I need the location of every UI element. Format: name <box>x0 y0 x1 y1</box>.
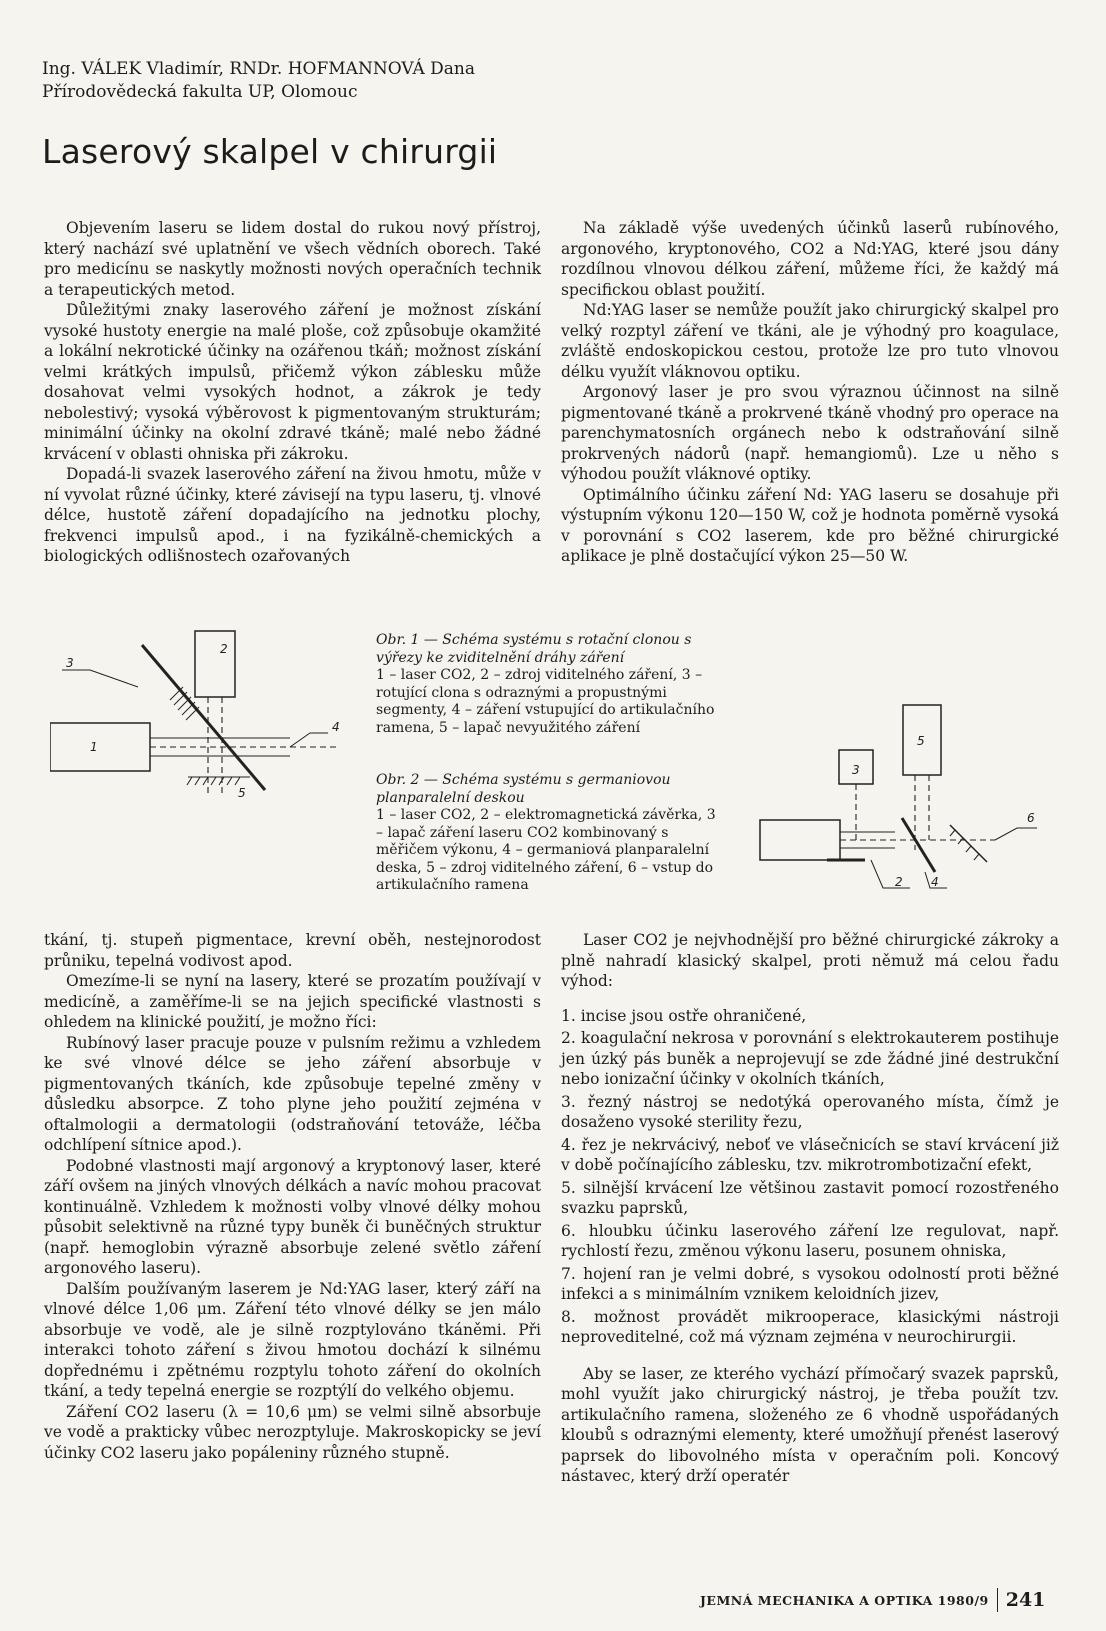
top-right-column <box>561 218 1059 567</box>
advantages-list <box>561 1006 1059 1348</box>
fig2-label-6: 6 <box>1027 811 1035 825</box>
figure-2-caption-title: Obr. 2 — Schéma systému s germaniovou planparalelní deskou <box>376 772 671 806</box>
footer-divider <box>997 1588 998 1612</box>
figure-2-caption <box>376 772 721 895</box>
list-item: 4. řez je nekrvácivý, neboť ve vlásečnicích se staví krvácení již v době počínajícího záblesku, tzv. mikrotrombotizační efekt, <box>561 1135 1059 1174</box>
paragraph: Optimálního účinku záření Nd: YAG laseru se dosahuje při výstupním výkonu 120—150 W, což je hodnota poměrně vysoká v porovnání s CO2 laserem, kde pro běžné chirurgické aplikace je plně dostačující výkon 25—50 W. <box>561 485 1059 565</box>
paragraph: Důležitými znaky laserového záření je možnost získání vysoké hustoty energie na malé ploše, což způsobuje okamžité a lokální nekrotické účinky na ozářenou tkáň; možnost získání velmi krátkých impulsů, přičemž výkon záblesku může dosahovat velmi vysokých hodnot, a zákrok je tedy nebolestivý; vysoká výběrovost k pigmentovaným strukturám; minimální účinky na okolní zdravé tkáně; malé nebo žádné krvácení v oblasti ohniska při zákroku. <box>44 301 541 463</box>
paragraph: Podobné vlastnosti mají argonový a kryptonový laser, které září ovšem na jiných vlnových délkách a navíc mohou pracovat kontinuálně. Vzhledem k možnosti volby vlnové délky mohou působit selektivně na různé typy buněk či buněčných struktur (např. hemoglobin výrazně absorbuje zelené světlo záření argonového laseru). <box>44 1156 541 1277</box>
paragraph: Nd:YAG laser se nemůže použít jako chirurgický skalpel pro velký rozptyl záření ve tkáni, ale je výhodný pro koagulace, zvláště endoskopickou cestou, protože lze pro tuto vlnovou délku využít vláknovou optiku. <box>561 301 1059 381</box>
fig1-label-2: 2 <box>220 642 228 656</box>
list-item: 7. hojení ran je velmi dobré, s vysokou odolností proti běžné infekci a s minimálním vznikem keloidních jizev, <box>561 1264 1059 1303</box>
germanium-plate <box>902 818 935 872</box>
paragraph: Záření CO2 laseru (λ = 10,6 μm) se velmi silně absorbuje ve vodě a prakticky vůbec nerozptyluje. Makroskopicky se jeví účinky CO2 laseru jako popáleniny různého stupně. <box>44 1402 541 1462</box>
paragraph: Aby se laser, ze kterého vychází přímočarý svazek paprsků, mohl využít jako chirurgický nástroj, je třeba použít tzv. artikulačního ramena, složeného ze 6 vhodně uspořádaných kloubů s odraznými elementy, které umožňují přenést laserový paprsek do libovolného místa v operačním poli. Koncový nástavec, který drží operatér <box>561 1364 1059 1485</box>
paragraph: Omezíme-li se nyní na lasery, které se prozatím používají v medicíně, a zaměříme-li se na jejich specifické vlastnosti s ohledem na klinické použití, je možno říci: <box>44 972 541 1031</box>
figure-2-diagram <box>755 700 1055 900</box>
figure-2-caption-body: 1 – laser CO2, 2 – elektromagnetická závěrka, 3 – lapač záření laseru CO2 kombinovaný s měřičem výkonu, 4 – germaniová planparalelní deska, 5 – zdroj viditelného záření, 6 – vstup do artikulačního ramena <box>376 807 716 893</box>
laser-co2-box <box>50 723 150 771</box>
paragraph: tkání, tj. stupeň pigmentace, krevní oběh, nestejnorodost průniku, tepelná vodivost apod. <box>44 931 541 970</box>
list-item: 2. koagulační nekrosa v porovnání s elektrokauterem postihuje jen úzký pás buněk a neprojevují se zde žádné jiné destrukční nebo ionizační účinky v okolních tkáních, <box>561 1029 1059 1088</box>
paragraph: Argonový laser je pro svou výraznou účinnost na silně pigmentované tkáně a prokrvené tkáně vhodný pro operace na parenchymatosních orgánech nebo k odstraňování silně prokrvených nádorů (např. hemangiomů). Lze u něho s výhodou použít vláknové optiky. <box>561 383 1059 483</box>
paragraph: Na základě výše uvedených účinků laserů rubínového, argonového, kryptonového, CO2 a Nd:YAG, které jsou dány rozdílnou vlnovou délkou záření, můžeme říci, že každý má specifickou oblast použití. <box>561 219 1059 299</box>
journal-name: JEMNÁ MECHANIKA A OPTIKA 1980/9 <box>700 1592 989 1608</box>
paragraph: Dalším používaným laserem je Nd:YAG laser, který září na vlnové délce 1,06 μm. Záření této vlnové délky se jen málo absorbuje ve vodě, ale je silně rozptylováno tkáněmi. Při interakci tohoto záření s živou hmotou dochází k silnému dopřednému i zpětnému rozptylu tohoto záření do okolních tkání, a tedy tepelná energie se rozptýlí do velkého objemu. <box>44 1279 541 1400</box>
affiliation: Přírodovědecká fakulta UP, Olomouc <box>42 82 358 102</box>
rotating-shutter <box>142 645 265 790</box>
figure-1-diagram <box>50 625 360 840</box>
paragraph: Laser CO2 je nejvhodnější pro běžné chirurgické zákroky a plně nahradí klasický skalpel, proti němuž má celou řadu výhod: <box>561 931 1059 990</box>
fig2-label-3: 3 <box>852 763 860 777</box>
visible-source-box <box>195 631 235 697</box>
mirror <box>950 825 987 862</box>
paragraph: Objevením laseru se lidem dostal do rukou nový přístroj, který nachází své uplatnění ve všech vědních oborech. Také pro medicínu se naskytly možnosti nových operačních technik a terapeutických metod. <box>44 219 541 299</box>
paragraph: Dopadá-li svazek laserového záření na živou hmotu, může v ní vyvolat různé účinky, které závisejí na typu laseru, tj. vlnové délce, hustotě záření dopadajícího na jednotku plochy, frekvenci impulsů apod., i na fyzikálně-chemických a biologických odlišnostech ozařovaných <box>44 465 541 565</box>
paragraph: Rubínový laser pracuje pouze v pulsním režimu a vzhledem ke své vlnové délce se jeho záření absorbuje v pigmentovaných tkáních, kde způsobuje tepelné změny v důsledku absorpce. Z toho plyne jeho použití zejména v oftalmologii a dermatologii (odstraňování tetováže, léčba odchlípení sítnice apod.). <box>44 1033 541 1154</box>
page-number: 241 <box>1005 1589 1046 1611</box>
article-title: Laserový skalpel v chirurgii <box>42 132 498 171</box>
list-item: 6. hloubku účinku laserového záření lze regulovat, např. rychlostí řezu, změnou výkonu laseru, posunem ohniska, <box>561 1221 1059 1260</box>
figure-1-caption-title: Obr. 1 — Schéma systému s rotační clonou s výřezy ke zviditelnění dráhy záření <box>376 632 692 666</box>
list-item: 1. incise jsou ostře ohraničené, <box>561 1006 807 1025</box>
fig2-label-5: 5 <box>917 734 925 748</box>
figure-1-caption <box>376 632 721 737</box>
top-left-column <box>44 218 541 567</box>
fig1-label-4: 4 <box>332 720 340 734</box>
fig2-label-4: 4 <box>931 875 939 889</box>
laser-co2-box <box>760 820 840 860</box>
fig1-label-3: 3 <box>66 656 74 670</box>
fig2-label-2: 2 <box>895 875 903 889</box>
list-item: 3. řezný nástroj se nedotýká operovaného místa, čímž je dosaženo vysoké sterility řezu, <box>561 1092 1059 1131</box>
list-item: 5. silnější krvácení lze většinou zastavit pomocí rozostřeného svazku paprsků, <box>561 1178 1059 1217</box>
figure-1-caption-body: 1 – laser CO2, 2 – zdroj viditelného záření, 3 – rotující clona s odraznými a propustnými segmenty, 4 – záření vstupující do artikulačního ramena, 5 – lapač nevyužitého záření <box>376 667 715 736</box>
bottom-right-column <box>561 930 1059 1487</box>
authors: Ing. VÁLEK Vladimír, RNDr. HOFMANNOVÁ Dana <box>42 59 476 79</box>
list-item: 8. možnost provádět mikrooperace, klasickými nástroji neproveditelné, což má význam zejména v neurochirurgii. <box>561 1307 1059 1346</box>
author-block <box>42 58 475 104</box>
page-footer <box>700 1588 1045 1612</box>
fig1-label-1: 1 <box>90 740 98 754</box>
bottom-left-column <box>44 930 541 1463</box>
fig1-label-5: 5 <box>238 786 246 800</box>
